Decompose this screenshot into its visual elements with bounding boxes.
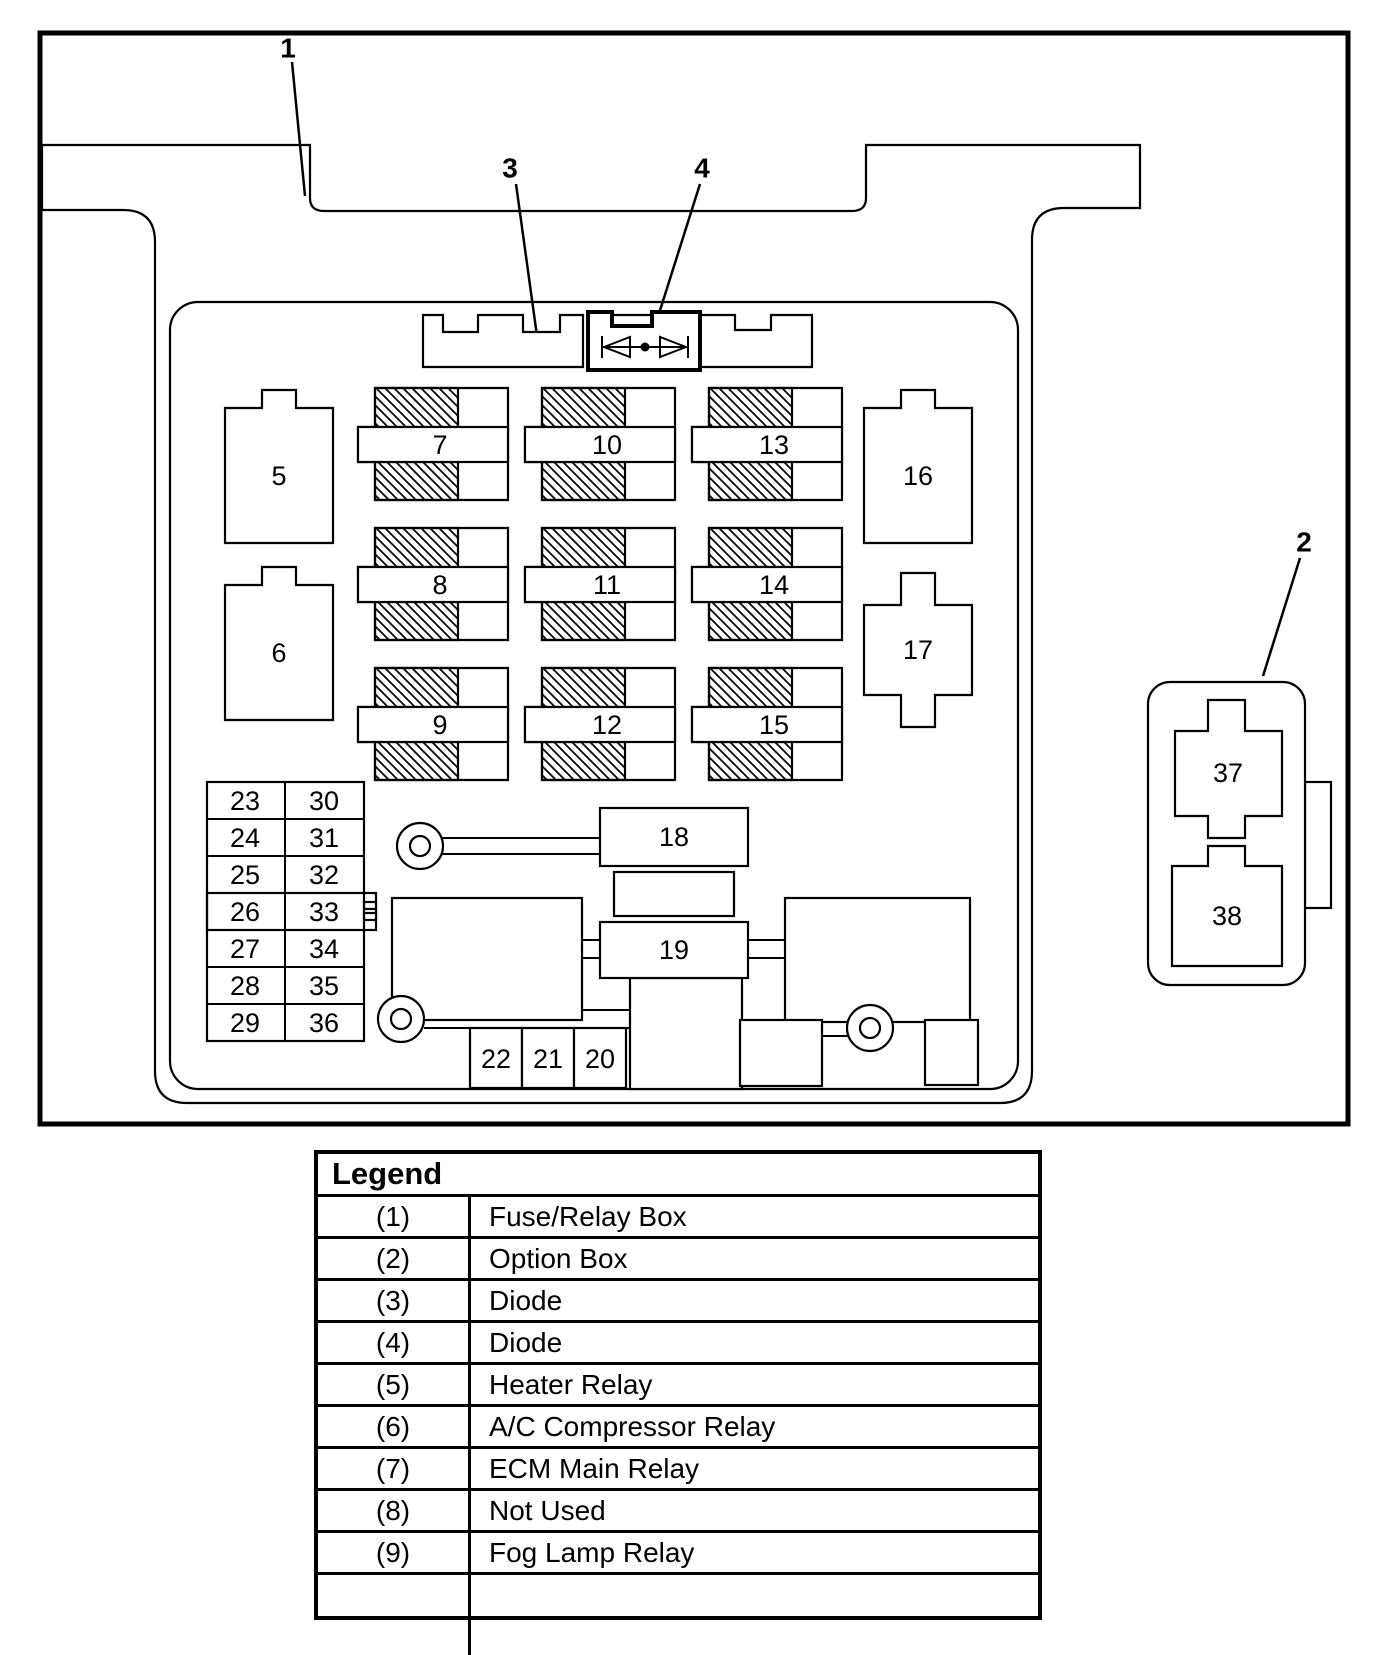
legend-row-7-desc: ECM Main Relay	[489, 1452, 700, 1484]
fuse-11	[525, 528, 675, 640]
table-cell-30: 30	[308, 786, 340, 816]
box-unlabeled-left	[740, 1020, 822, 1086]
relay-6	[225, 567, 333, 720]
fuse-7-label: 7	[432, 430, 448, 460]
mount-ring-bottom-right	[847, 1005, 893, 1051]
legend-row-1-desc: Fuse/Relay Box	[489, 1200, 687, 1232]
relay-5-label: 5	[271, 461, 287, 491]
legend-row-9-desc: Fog Lamp Relay	[489, 1536, 695, 1568]
legend-row-3	[318, 1281, 1038, 1323]
block-mid	[614, 872, 734, 916]
legend-title	[318, 1154, 1038, 1197]
box-22-label: 22	[480, 1044, 512, 1074]
legend-title-text: Legend	[332, 1156, 443, 1191]
table-cell-23: 23	[229, 786, 261, 816]
table-cell-34: 34	[308, 934, 340, 964]
option-box-side-tab	[1305, 782, 1331, 908]
fuse-13	[692, 388, 842, 500]
callout-1-label: 1	[280, 32, 296, 64]
left-plate	[392, 898, 582, 1020]
relay-16	[864, 390, 972, 543]
table-cell-36: 36	[308, 1008, 340, 1038]
pedestal	[630, 978, 742, 1089]
legend-row-5	[318, 1365, 1038, 1407]
fuse-7	[358, 388, 508, 500]
legend-row-8-desc: Not Used	[489, 1494, 606, 1526]
box-20-label: 20	[584, 1044, 616, 1074]
legend-row-3-desc: Diode	[489, 1284, 563, 1316]
legend-row-4-desc: Diode	[489, 1326, 563, 1358]
legend-row-6-desc: A/C Compressor Relay	[489, 1410, 776, 1442]
legend-row-6-num: (6)	[318, 1407, 471, 1446]
table-cell-35: 35	[308, 971, 340, 1001]
table-cell-29: 29	[229, 1008, 261, 1038]
legend-row-4	[318, 1323, 1038, 1365]
right-plate	[785, 898, 970, 1022]
relay-6-label: 6	[271, 638, 287, 668]
table-cell-24: 24	[229, 823, 261, 853]
fuse-8-label: 8	[432, 570, 448, 600]
table-cell-26: 26	[229, 897, 261, 927]
legend-row-1-num: (1)	[318, 1197, 471, 1236]
table-cell-32: 32	[308, 860, 340, 890]
table-cell-27: 27	[229, 934, 261, 964]
fuse-12	[525, 668, 675, 780]
legend-row-2-desc: Option Box	[489, 1242, 628, 1274]
fuse-13-label: 13	[758, 430, 790, 460]
legend-row-8	[318, 1491, 1038, 1533]
legend-row-9	[318, 1533, 1038, 1575]
table-cell-33: 33	[308, 897, 340, 927]
fuse-12-label: 12	[591, 710, 623, 740]
legend-row-7	[318, 1449, 1038, 1491]
legend-row-7-num: (7)	[318, 1449, 471, 1488]
fuse-10-label: 10	[591, 430, 623, 460]
fuse-11-label: 11	[592, 570, 622, 600]
block-19-label: 19	[658, 935, 690, 965]
table-cell-28: 28	[229, 971, 261, 1001]
table-cell-25: 25	[229, 860, 261, 890]
legend-row-9-num: (9)	[318, 1533, 471, 1572]
callout-3-label: 3	[502, 152, 518, 184]
option-box	[1148, 682, 1331, 985]
legend-row-4-num: (4)	[318, 1323, 471, 1362]
table-cell-31: 31	[308, 823, 340, 853]
legend-table	[314, 1150, 1042, 1620]
relay-17-label: 17	[902, 635, 934, 665]
block-18-label: 18	[658, 822, 690, 852]
relay-37-label: 37	[1212, 758, 1244, 788]
legend-row-2	[318, 1239, 1038, 1281]
mount-ring-top-left	[397, 823, 443, 869]
legend-row-2-num: (2)	[318, 1239, 471, 1278]
legend-row-5-desc: Heater Relay	[489, 1368, 653, 1400]
fuse-15	[692, 668, 842, 780]
callout-2-label: 2	[1296, 526, 1312, 558]
relay-38-label: 38	[1211, 901, 1243, 931]
fuse-9-label: 9	[432, 710, 448, 740]
legend-row-1	[318, 1197, 1038, 1239]
callout-4-label: 4	[694, 152, 710, 184]
mount-ring-bottom-left	[378, 996, 424, 1042]
legend-row-cutoff	[318, 1575, 1038, 1655]
relay-16-label: 16	[902, 461, 934, 491]
fuse-9	[358, 668, 508, 780]
legend-row-8-num: (8)	[318, 1491, 471, 1530]
legend-row-5-num: (5)	[318, 1365, 471, 1404]
relay-5	[225, 390, 333, 543]
fuse-15-label: 15	[758, 710, 790, 740]
fuse-14	[692, 528, 842, 640]
legend-row-6	[318, 1407, 1038, 1449]
fuse-10	[525, 388, 675, 500]
legend-row-3-num: (3)	[318, 1281, 471, 1320]
fuse-14-label: 14	[758, 570, 790, 600]
box-21-label: 21	[532, 1044, 564, 1074]
fuse-8	[358, 528, 508, 640]
box-unlabeled-right	[925, 1020, 978, 1085]
